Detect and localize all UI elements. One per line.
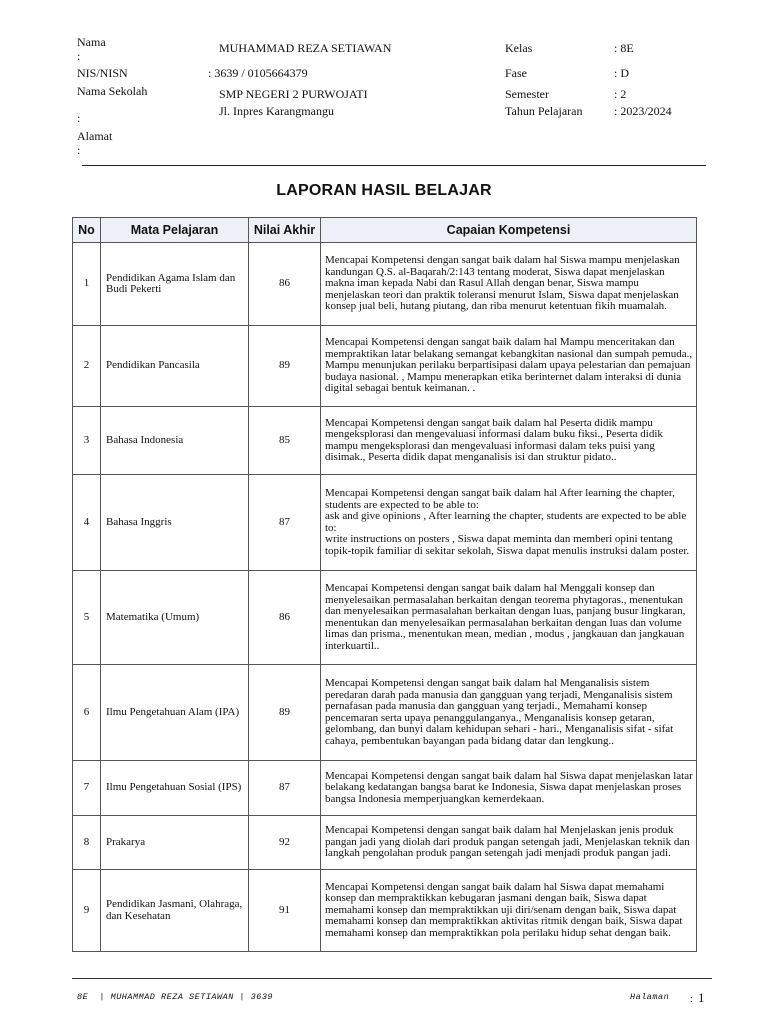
page-title: LAPORAN HASIL BELAJAR <box>276 182 492 199</box>
table-row <box>73 761 697 816</box>
table-row <box>73 870 697 952</box>
nama-label: Nama <box>77 35 106 49</box>
col-header-no: No <box>73 218 101 243</box>
subject-name: Matematika (Umum) <box>101 571 249 665</box>
sekolah-value: SMP NEGERI 2 PURWOJATI <box>219 87 368 101</box>
subject-name: Bahasa Indonesia <box>101 407 249 475</box>
table-row <box>73 475 697 571</box>
fase-value: : D <box>614 66 629 80</box>
footer-student-info: 8E | MUHAMMAD REZA SETIAWAN | 3639 <box>77 992 274 1002</box>
competency-description: Mencapai Kompetensi dengan sangat baik dalam hal Siswa dapat menjelaskan latar belakang kedatangan bangsa barat ke Indonesia, Siswa dapat menjelaskan proses bangsa Indonesia memperjuangkan kemerdekaan. <box>321 761 697 816</box>
semester-label: Semester <box>505 87 549 101</box>
row-number: 5 <box>73 571 101 665</box>
competency-description: Mencapai Kompetensi dengan sangat baik dalam hal Menjelaskan jenis produk pangan jadi yang diolah dari produk pangan setengah jadi, Menjelaskan teknik dan langkah pengolahan produk pangan setengah jadi menjadi produk pangan jadi. <box>321 816 697 870</box>
header-divider <box>82 165 706 166</box>
fase-label: Fase <box>505 66 527 80</box>
table-row <box>73 571 697 665</box>
competency-description: Mencapai Kompetensi dengan sangat baik dalam hal Siswa mampu menjelaskan kandungan Q.S. al-Baqarah/2:143 tentang moderat, Siswa dapat menjelaskan makna iman kepada Nabi dan Rasul Allah dengan benar, Siswa mampu menjelaskan teori dan praktik toleransi menurut Islam, Siswa dapat menjelaskan konsep jual beli, hutang piutang, dan riba menurut ketentuan fikih muamalah. <box>321 243 697 326</box>
alamat-value: Jl. Inpres Karangmangu <box>219 104 334 118</box>
col-header-subject: Mata Pelajaran <box>101 218 249 243</box>
competency-description: Mencapai Kompetensi dengan sangat baik dalam hal Mampu menceritakan dan mempraktikan latar belakang semangat kebangkitan nasional dan sumpah pemuda., Mampu menunjukan perilaku berpartisipasi dalam upaya pelestarian dan pemajuan budaya nasional. , Mampu menerapkan etika berinternet dalam interaksi di dunia digital sebagai bentuk keimanan. . <box>321 326 697 407</box>
footer-divider <box>72 978 712 979</box>
subject-name: Bahasa Inggris <box>101 475 249 571</box>
grades-table <box>72 217 697 952</box>
student-name: MUHAMMAD REZA SETIAWAN <box>219 41 392 55</box>
subject-name: Prakarya <box>101 816 249 870</box>
tahun-value: : 2023/2024 <box>614 104 672 118</box>
row-number: 3 <box>73 407 101 475</box>
col-header-score: Nilai Akhir <box>249 218 321 243</box>
competency-description: Mencapai Kompetensi dengan sangat baik dalam hal Peserta didik mampu mengeksplorasi dan mengevaluasi informasi dalam buku fiksi., Peserta didik mampu mengeksplorasi dan mengevaluasi informasi dalam teks puisi yang disimak., Peserta didik dapat menganalisis isi dan struktur pidato.. <box>321 407 697 475</box>
nama-colon: : <box>77 49 81 63</box>
table-header-row <box>73 218 697 243</box>
final-score: 89 <box>249 326 321 407</box>
subject-name: Pendidikan Pancasila <box>101 326 249 407</box>
row-number: 9 <box>73 870 101 952</box>
row-number: 6 <box>73 665 101 761</box>
competency-description: Mencapai Kompetensi dengan sangat baik dalam hal After learning the chapter, students are expected to be able to: ask and give opinions , After learning the chapter, students are expected to be able to: write instructions on posters , Siswa dapat meminta dan memberi opini tentang topik-topik familiar di sekitar sekolah, Siswa dapat menulis instruksi dalam poster. <box>321 475 697 571</box>
table-row <box>73 407 697 475</box>
semester-value: : 2 <box>614 87 627 101</box>
footer-page-label: Halaman <box>630 992 670 1002</box>
row-number: 4 <box>73 475 101 571</box>
page-number: 1 <box>698 990 705 1005</box>
row-number: 2 <box>73 326 101 407</box>
competency-description: Mencapai Kompetensi dengan sangat baik dalam hal Menggali konsep dan menyelesaikan permasalahan berkaitan dengan teorema phytagoras., menentukan dan menyelesaikan permasalahan berkaitan dengan luas, panjang busur lingkaran, menentukan dan menyelesaikan permasalahan berkaitan dengan luas dan volume limas dan prisma., menentukan mean, median , modus , jangkauan dan jangkauan interkuartil.. <box>321 571 697 665</box>
row-number: 8 <box>73 816 101 870</box>
table-row <box>73 326 697 407</box>
final-score: 86 <box>249 243 321 326</box>
competency-description: Mencapai Kompetensi dengan sangat baik dalam hal Siswa dapat memahami konsep dan mempraktikkan kebugaran jasmani dengan baik, Siswa dapat memahami konsep dan mempraktikkan uji diri/senam dengan baik, Siswa dapat memahami konsep dan mempraktikkan aktivitas ritmik dengan baik, Siswa dapat memahami konsep dan mempraktikkan pola perilaku hidup sehat dengan baik. <box>321 870 697 952</box>
row-number: 1 <box>73 243 101 326</box>
final-score: 92 <box>249 816 321 870</box>
final-score: 91 <box>249 870 321 952</box>
kelas-value: : 8E <box>614 41 634 55</box>
footer-colon: : <box>690 994 693 1005</box>
alamat-label: Alamat <box>77 129 113 143</box>
final-score: 89 <box>249 665 321 761</box>
subject-name: Ilmu Pengetahuan Sosial (IPS) <box>101 761 249 816</box>
table-row <box>73 816 697 870</box>
nis-value: : 3639 / 0105664379 <box>208 66 308 80</box>
sekolah-colon: : <box>77 111 81 125</box>
alamat-colon: : <box>77 143 81 157</box>
tahun-label: Tahun Pelajaran <box>505 104 583 118</box>
final-score: 87 <box>249 761 321 816</box>
final-score: 86 <box>249 571 321 665</box>
final-score: 87 <box>249 475 321 571</box>
subject-name: Pendidikan Jasmani, Olahraga, dan Kesehatan <box>101 870 249 952</box>
kelas-label: Kelas <box>505 41 533 55</box>
col-header-competency: Capaian Kompetensi <box>321 218 697 243</box>
competency-description: Mencapai Kompetensi dengan sangat baik dalam hal Menganalisis sistem peredaran darah pada manusia dan gangguan yang terjadi, Menganalisis sistem pernafasan pada manusia dan gangguan yang terjadi., Memahami konsep pencemaran serta upaya penanggulanganya., Menganalisis konsep getaran, gelombang, dan bunyi dalam kehidupan sehari - hari., Menganalisis sifat - sifat cahaya, pembentukan bayangan pada bidang datar dan lengkung.. <box>321 665 697 761</box>
final-score: 85 <box>249 407 321 475</box>
subject-name: Ilmu Pengetahuan Alam (IPA) <box>101 665 249 761</box>
table-row <box>73 665 697 761</box>
table-row <box>73 243 697 326</box>
sekolah-label: Nama Sekolah <box>77 84 148 98</box>
row-number: 7 <box>73 761 101 816</box>
nis-label: NIS/NISN <box>77 66 128 80</box>
subject-name: Pendidikan Agama Islam dan Budi Pekerti <box>101 243 249 326</box>
